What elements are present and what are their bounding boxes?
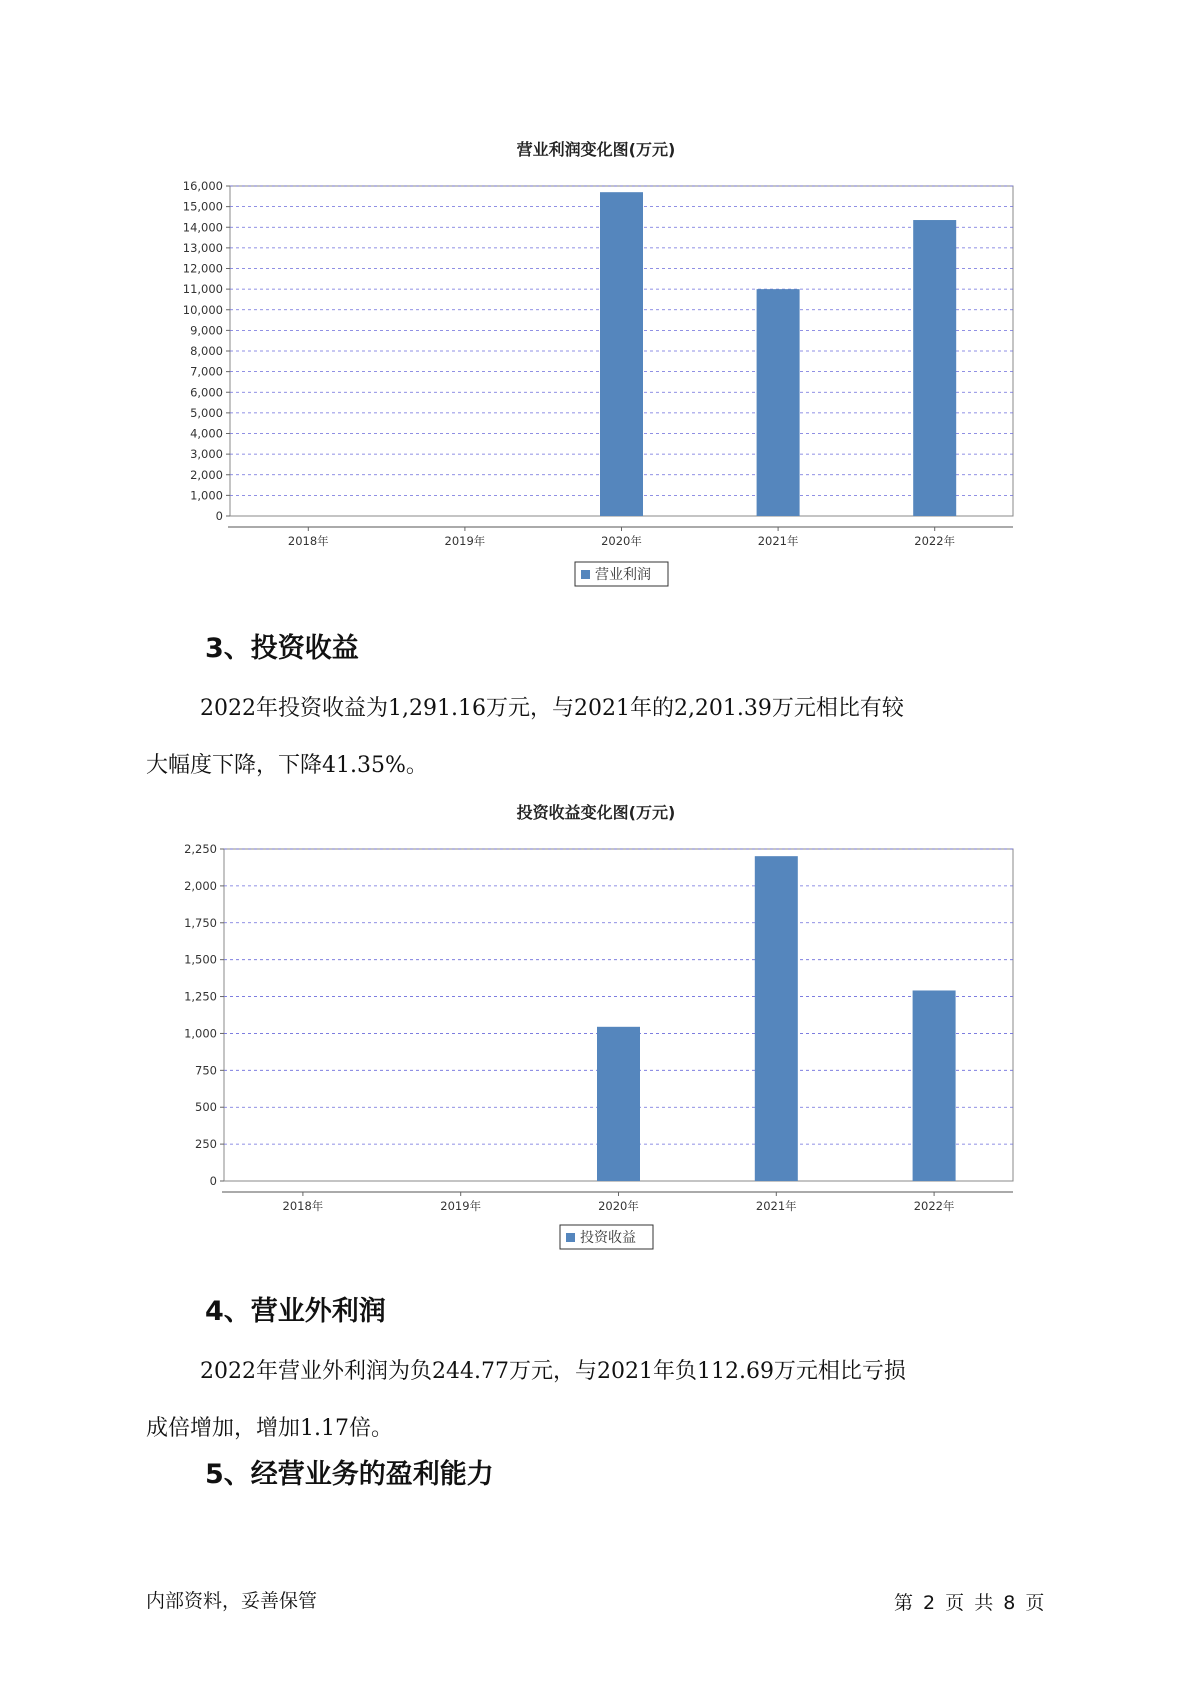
- y-tick-label: 16,000: [182, 179, 223, 193]
- y-tick-label: 250: [195, 1137, 217, 1152]
- section-heading-investment-income: 3、投资收益: [205, 633, 359, 664]
- chart-title: 营业利润变化图(万元): [516, 140, 676, 159]
- investment-income-chart-svg: [0, 793, 1191, 1253]
- y-tick-label: 14,000: [182, 220, 223, 235]
- y-tick-label: 2,000: [184, 878, 217, 893]
- bar-2022年: [913, 220, 956, 516]
- page-number: 第 2 页 共 8 页: [894, 1592, 1045, 1614]
- confidential-note: 内部资料，妥善保管: [146, 1590, 318, 1612]
- paragraph-investment-income: [146, 680, 1046, 794]
- x-tick-label: 2019年: [440, 1199, 482, 1213]
- y-tick-label: 12,000: [182, 261, 223, 276]
- x-tick-label: 2021年: [755, 1199, 797, 1213]
- y-tick-label: 500: [195, 1100, 217, 1115]
- section-heading-non-operating-profit: 4、营业外利润: [205, 1296, 386, 1327]
- investment-income-chart: [0, 793, 1191, 1253]
- y-tick-label: 1,250: [184, 989, 217, 1004]
- bar-2021年: [757, 289, 800, 516]
- y-tick-label: 7,000: [190, 364, 223, 379]
- y-tick-label: 4,000: [190, 426, 223, 441]
- y-tick-label: 2,000: [190, 467, 223, 482]
- x-tick-label: 2018年: [282, 1199, 324, 1213]
- legend-label: 营业利润: [595, 567, 651, 583]
- x-tick-label: 2020年: [601, 534, 642, 548]
- y-tick-label: 1,500: [184, 952, 217, 967]
- y-tick-label: 3,000: [190, 447, 223, 462]
- operating-profit-chart-svg: [0, 130, 1191, 590]
- x-tick-label: 2018年: [287, 534, 329, 548]
- y-tick-label: 1,000: [190, 488, 223, 503]
- y-tick-label: 11,000: [182, 282, 223, 297]
- bar-2022年: [913, 990, 956, 1181]
- y-tick-label: 8,000: [190, 344, 223, 358]
- y-tick-label: 5,000: [190, 405, 223, 420]
- x-tick-label: 2022年: [913, 1199, 955, 1213]
- x-tick-label: 2022年: [914, 534, 956, 548]
- x-tick-label: 2020年: [598, 1199, 639, 1213]
- y-tick-label: 2,250: [184, 842, 217, 856]
- legend-label: 投资收益: [580, 1230, 636, 1246]
- bar-2020年: [597, 1027, 640, 1181]
- paragraph-line: 2022年营业外利润为负244.77万元，与2021年负112.69万元相比亏损: [200, 1359, 906, 1384]
- y-tick-label: 6,000: [190, 385, 223, 400]
- bar-2021年: [755, 856, 798, 1181]
- y-tick-label: 15,000: [182, 199, 223, 214]
- legend-swatch: [566, 1233, 575, 1242]
- paragraph-line: 成倍增加，增加1.17倍。: [146, 1416, 393, 1441]
- x-tick-label: 2021年: [757, 534, 799, 548]
- chart-title: 投资收益变化图(万元): [516, 803, 676, 822]
- operating-profit-chart: [0, 130, 1191, 590]
- y-tick-label: 750: [195, 1063, 217, 1078]
- section-heading-business-profitability: 5、经营业务的盈利能力: [205, 1459, 494, 1490]
- paragraph-line: 2022年投资收益为1,291.16万元，与2021年的2,201.39万元相比有较: [200, 696, 904, 721]
- y-tick-label: 10,000: [182, 302, 223, 317]
- y-tick-label: 13,000: [182, 240, 223, 255]
- x-tick-label: 2019年: [444, 534, 486, 548]
- y-tick-label: 0: [209, 1174, 217, 1188]
- y-tick-label: 0: [215, 509, 223, 523]
- paragraph-line: 大幅度下降，下降41.35%。: [146, 753, 428, 778]
- y-tick-label: 1,000: [184, 1026, 217, 1041]
- y-tick-label: 1,750: [184, 915, 217, 930]
- y-tick-label: 9,000: [190, 323, 223, 338]
- paragraph-non-operating-profit: [146, 1343, 1046, 1457]
- bar-2020年: [600, 192, 643, 516]
- legend-swatch: [581, 570, 590, 579]
